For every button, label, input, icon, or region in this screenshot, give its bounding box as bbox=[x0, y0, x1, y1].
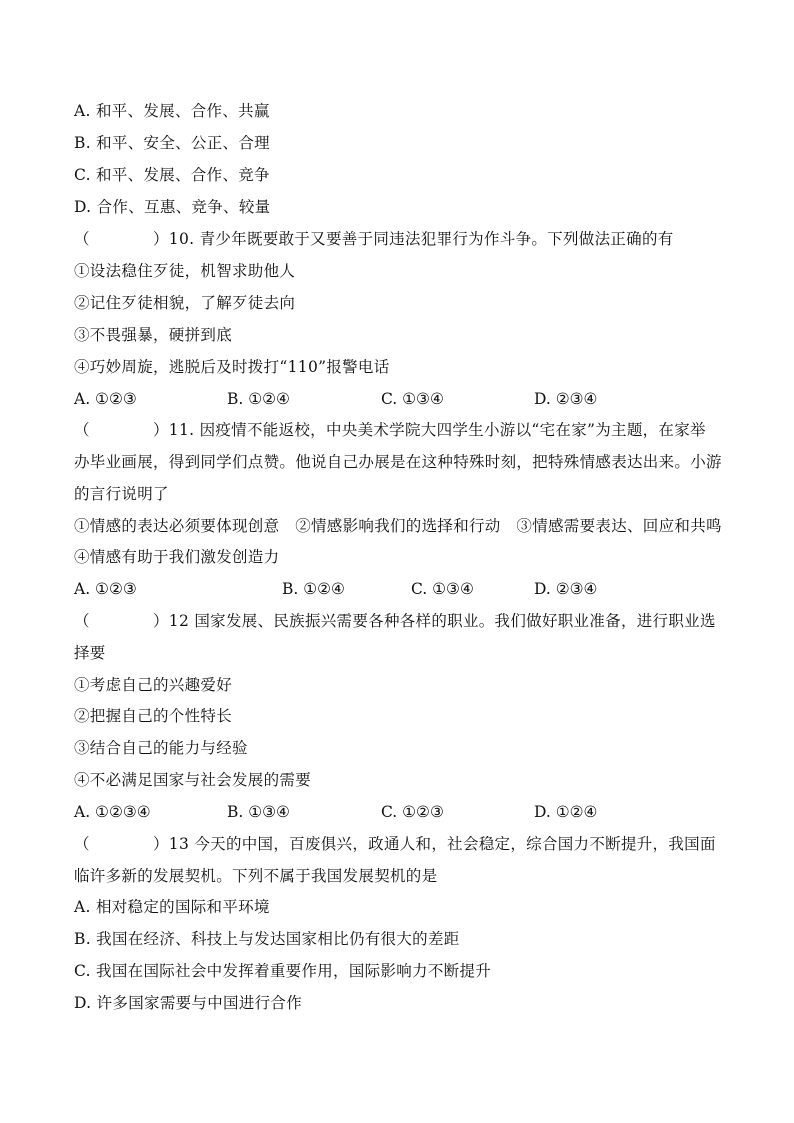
q12-stem-line-2: 择要 bbox=[74, 644, 106, 662]
q11-stem-line-2: 办毕业画展，得到同学们点赞。他说自己办展是在这种特殊时刻，把特殊情感表达出来。小游 bbox=[74, 453, 722, 471]
q10-choice-b: B. ①②④ bbox=[227, 390, 290, 408]
q9-option-c: C. 和平、发展、合作、竞争 bbox=[74, 166, 270, 184]
q11-items-line-1: ①情感的表达必须要体现创意 ②情感影响我们的选择和行动 ③情感需要表达、回应和共鸣 bbox=[74, 517, 722, 535]
q10-choice-a: A. ①②③ bbox=[74, 390, 137, 408]
q12-choice-d: D. ①②④ bbox=[534, 803, 598, 821]
q11-choice-b: B. ①②④ bbox=[282, 580, 345, 598]
q12-item-2: ②把握自己的个性特长 bbox=[74, 707, 233, 725]
q11-items-line-2: ④情感有助于我们激发创造力 bbox=[74, 548, 280, 566]
q13-stem-line-1: （ ）13 今天的中国，百废俱兴，政通人和，社会稳定，综合国力不断提升，我国面 bbox=[74, 835, 716, 853]
q12-item-1: ①考虑自己的兴趣爱好 bbox=[74, 676, 233, 694]
q10-stem: （ ）10. 青少年既要敢于又要善于同违法犯罪行为作斗争。下列做法正确的有 bbox=[74, 230, 674, 248]
q11-choice-a: A. ①②③ bbox=[74, 580, 137, 598]
q13-stem-line-2: 临许多新的发展契机。下列不属于我国发展契机的是 bbox=[74, 867, 438, 885]
q12-choice-a: A. ①②③④ bbox=[74, 803, 151, 821]
q13-option-c: C. 我国在国际社会中发挥着重要作用，国际影响力不断提升 bbox=[74, 962, 492, 980]
q13-option-a: A. 相对稳定的国际和平环境 bbox=[74, 898, 270, 916]
q9-option-b: B. 和平、安全、公正、合理 bbox=[74, 134, 270, 152]
q10-item-4: ④巧妙周旋，逃脱后及时拨打“110”报警电话 bbox=[74, 358, 390, 376]
q13-option-b: B. 我国在经济、科技上与发达国家相比仍有很大的差距 bbox=[74, 930, 460, 948]
q10-item-1: ①设法稳住歹徒，机智求助他人 bbox=[74, 262, 296, 280]
q9-option-d: D. 合作、互惠、竞争、较量 bbox=[74, 198, 271, 216]
q12-stem-line-1: （ ）12 国家发展、民族振兴需要各种各样的职业。我们做好职业准备，进行职业选 bbox=[74, 612, 716, 630]
q10-item-3: ③不畏强暴，硬拼到底 bbox=[74, 326, 233, 344]
q13-option-d: D. 许多国家需要与中国进行合作 bbox=[74, 994, 303, 1012]
q10-item-2: ②记住歹徒相貌，了解歹徒去向 bbox=[74, 294, 296, 312]
q10-choice-c: C. ①③④ bbox=[381, 390, 444, 408]
q12-item-4: ④不必满足国家与社会发展的需要 bbox=[74, 771, 312, 789]
q12-choice-b: B. ①③④ bbox=[227, 803, 290, 821]
q12-item-3: ③结合自己的能力与经验 bbox=[74, 739, 248, 757]
q9-option-a: A. 和平、发展、合作、共赢 bbox=[74, 102, 270, 120]
q11-choice-d: D. ②③④ bbox=[534, 580, 598, 598]
q12-choice-c: C. ①②③ bbox=[381, 803, 444, 821]
q10-choice-d: D. ②③④ bbox=[534, 390, 598, 408]
q11-stem-line-3: 的言行说明了 bbox=[74, 485, 169, 503]
q11-stem-line-1: （ ）11. 因疫情不能返校，中央美术学院大四学生小游以“宅在家”为主题，在家举 bbox=[74, 421, 706, 439]
q11-choice-c: C. ①③④ bbox=[411, 580, 474, 598]
